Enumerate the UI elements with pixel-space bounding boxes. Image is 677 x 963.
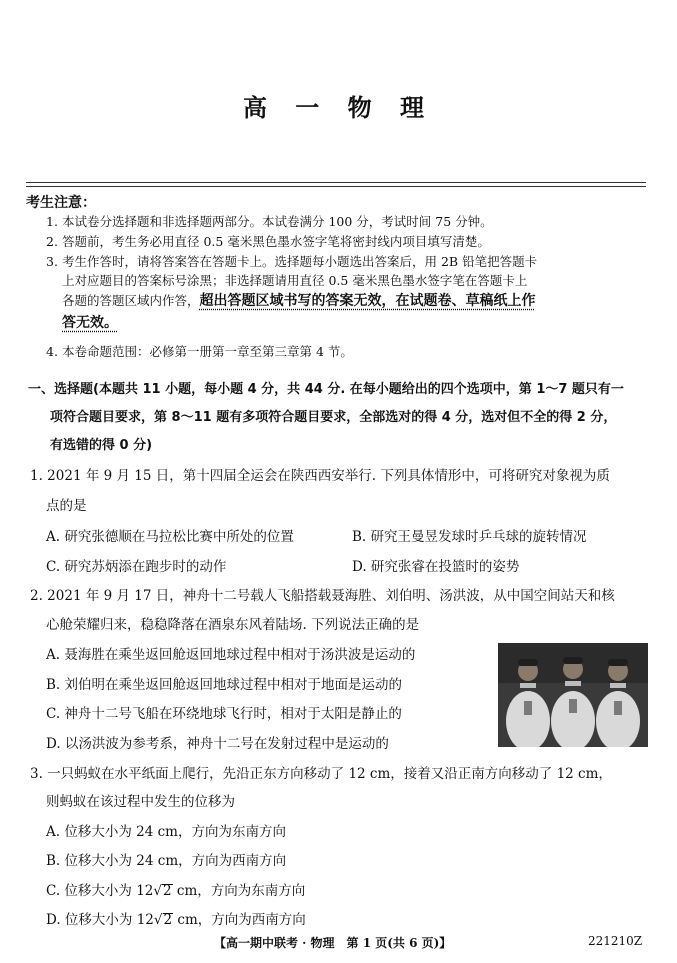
q1-option-d: D. 研究张睿在投篮时的姿势 [352,559,520,575]
notice-item-text: 本试卷分选择题和非选择题两部分。本试卷满分 100 分，考试时间 75 分钟。 [62,214,493,229]
q1-stem-line: 点的是 [46,498,87,514]
q2-option-b: B. 刘伯明在乘坐返回舱返回地球过程中相对于地面是运动的 [46,677,403,693]
q3-option-c-suffix: cm，方向为东南方向 [172,883,306,899]
notice-item-number: 2. [46,234,58,249]
q3-option-d [46,908,306,928]
q1-option-c: C. 研究苏炳添在跑步时的动作 [46,559,227,575]
notice-emphasis-text: 答无效。 [62,315,118,331]
notice-item-4 [46,342,652,361]
q3-option-c-prefix: C. 位移大小为 12 [46,883,154,899]
section-line: 一、选择题(本题共 11 小题，每小题 4 分，共 44 分. 在每小题给出的四个选项中，第 1～7 题只有一 [28,382,624,397]
page-title: 高 一 物 理 [242,94,435,122]
q2-stem-line: 心舱荣耀归来，稳稳降落在酒泉东风着陆场. 下列说法正确的是 [46,617,420,633]
q1-stem-line: 1. 2021 年 9 月 15 日，第十四届全运会在陕西西安举行. 下列具体情形中，可将研究对象视为质 [30,468,610,484]
notice-heading: 考生注意： [26,195,96,211]
footer-exam-code: 221210Z [588,934,643,948]
sqrt-symbol: √ [153,912,163,928]
notice-item-3 [46,252,652,333]
q2-option-d: D. 以汤洪波为参考系，神舟十二号在发射过程中是运动的 [46,736,389,752]
q3-option-b: B. 位移大小为 24 cm，方向为西南方向 [46,853,287,869]
notice-item-text: 答题前，考生务必用直径 0.5 毫米黑色墨水签字笔将密封线内项目填写清楚。 [62,234,490,249]
notice-item-2 [46,232,652,251]
notice-item-text: 上对应题目的答案标号涂黑；非选择题请用直径 0.5 毫米黑色墨水签字笔在答题卡上 [62,273,528,288]
q3-option-d-suffix: cm，方向为西南方向 [173,912,306,928]
notice-emphasis-text: 超出答题区域书写的答案无效，在试题卷、草稿纸上作 [199,293,536,309]
notice-item-text: 本卷命题范围：必修第一册第一章至第三章第 4 节。 [62,344,353,359]
notice-item-emphasis-line [62,313,652,333]
q1-option-a: A. 研究张德顺在马拉松比赛中所处的位置 [46,529,294,545]
notice-item-number: 3. [46,254,58,269]
q1-option-b: B. 研究王曼昱发球时乒乓球的旋转情况 [352,529,587,545]
notice-item-emphasis-line [62,291,652,311]
notice-item-text: 考生作答时，请将答案答在答题卡上。选择题每小题选出答案后，用 2B 铅笔把答题卡 [62,254,538,269]
q2-option-c: C. 神舟十二号飞船在环绕地球飞行时，相对于太阳是静止的 [46,706,402,722]
section-instructions [30,376,650,460]
notice-item-number: 1. [46,214,58,229]
q3-stem-line: 3. 一只蚂蚁在水平纸面上爬行，先沿正东方向移动了 12 cm，接着又沿正南方向移动了 12 cm， [30,766,612,782]
header-rule-bottom [26,186,646,187]
sqrt-radicand: 2 [163,912,173,928]
footer-page-info: 【高一期中联考 · 物理 第 1 页(共 6 页)】 [214,936,452,950]
astronauts-illustration [498,643,648,747]
sqrt-symbol: √ [153,883,163,899]
q2-option-a: A. 聂海胜在乘坐返回舱返回地球过程中相对于汤洪波是运动的 [46,647,416,663]
q3-option-c [46,879,305,899]
q2-stem-line: 2. 2021 年 9 月 17 日，神舟十二号载人飞船搭载聂海胜、刘伯明、汤洪波，从中国空间站天和核 [30,588,615,604]
q3-stem-line: 则蚂蚁在该过程中发生的位移为 [46,794,235,810]
sqrt-radicand: 2 [163,883,172,899]
header-rule-top [26,182,646,183]
notice-item-text: 各题的答题区域内作答， [62,293,200,308]
q3-option-a: A. 位移大小为 24 cm，方向为东南方向 [46,824,286,840]
notice-item-number: 4. [46,344,58,359]
section-line: 项符合题目要求，第 8～11 题有多项符合题目要求，全部选对的得 4 分，选对但不全的得 2 分， [50,410,617,425]
q3-option-d-prefix: D. 位移大小为 12 [46,912,154,928]
astronauts-photo [498,643,648,747]
section-line: 有选错的得 0 分) [50,438,153,453]
notice-item-1 [46,212,652,231]
